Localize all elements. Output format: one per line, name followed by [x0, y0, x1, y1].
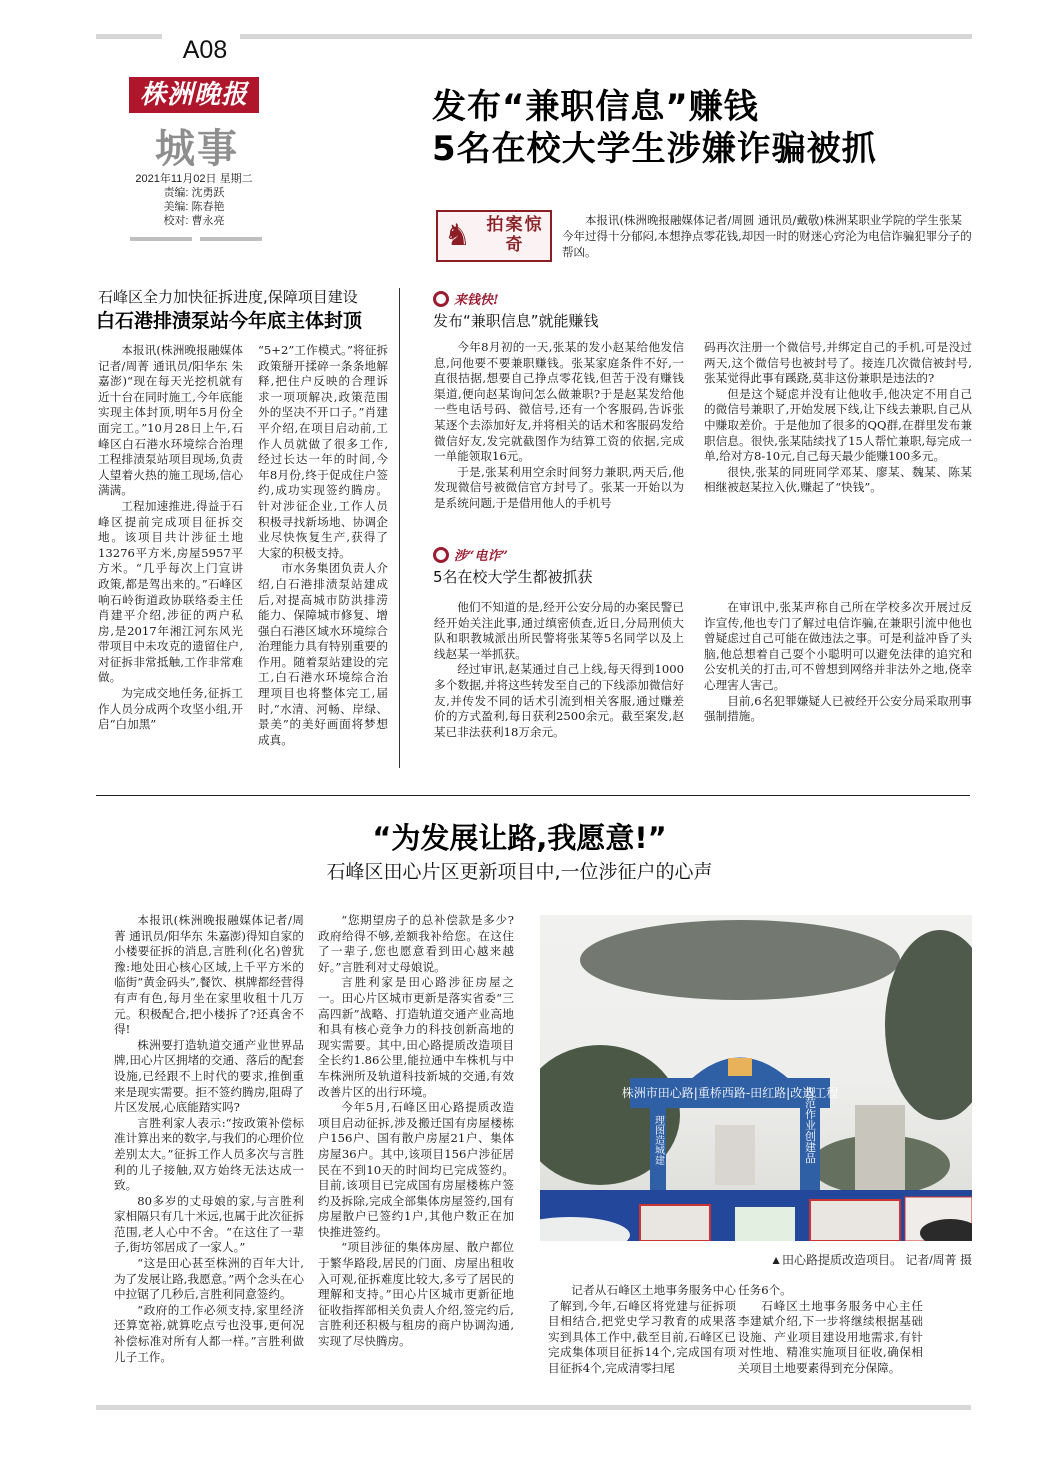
- column-stamp-logo: [436, 210, 552, 262]
- paragraph: 本报讯(株洲晚报融媒体记者/周菁 通讯员/阳华东 朱嘉澎)得知自家的小楼要征拆的消息,言胜利(化名)曾犹豫:地处田心核心区域,上千平方米的临街“黄金码头”,餐饮、棋牌都经营得有声有色,每月坐在家里收租十几万元。积极配合,把小楼拆了?还真舍不得!: [114, 913, 304, 1037]
- fraud-subhead-2: [433, 544, 593, 587]
- paragraph: 为完成交地任务,征拆工作人员分成两个攻坚小组,开启“白加黑”: [98, 686, 243, 732]
- fraud-section2-column-2: [704, 600, 972, 725]
- paragraph: 于是,张某利用空余时间努力兼职,两天后,他发现微信号被微信官方封号了。张某一开始以为是系统问题,于是借用他人的手机号: [434, 464, 684, 510]
- fraud-subhead-1: [433, 288, 599, 331]
- photo-caption: ▲田心路提质改造项目。 记者/周菁 摄: [770, 1253, 972, 1267]
- paragraph: 言胜利家是田心路涉征房屋之一。田心片区城市更新是落实省委“三高四新”战略、打造轨道交通产业高地和具有核心竞争力的科技创新高地的现实需要。其中,田心路提质改造项目全长约1.86公里,能拉通中车株机与中车株洲所及轨道科技新城的交通,有效改善片区的出行环境。: [318, 975, 514, 1099]
- paragraph: 码再次注册一个微信号,并绑定自己的手机,可是没过两天,这个微信号也被封号了。接连几次微信被封号,张某觉得此事有蹊跷,莫非这份兼职是违法的?: [704, 340, 972, 386]
- subhead-text: 发布“兼职信息”就能赚钱: [433, 312, 599, 330]
- subhead-tag: 来钱快!: [454, 293, 499, 308]
- paragraph: 今年8月初的一天,张某的发小赵某给他发信息,问他要不要兼职赚钱。张某家庭条件不好,一直很拮据,想要自己挣点零花钱,但苦于没有赚钱渠道,便向赵某询问怎么做兼职?于是赵某发给他一些电话号码、微信号,还有一个客服码,告诉张某逐个去添加好友,并将相关的话术和客服码发给微信好友,发完就截图作为结算工资的依据,完成一单能领取16元。: [434, 340, 684, 464]
- paragraph: 80多岁的丈母娘的家,与言胜利家相隔只有几十米远,也属于此次征拆范围,老人心中不舍。“在这住了一辈子,街坊邻居成了一家人。”: [114, 1193, 304, 1255]
- paragraph: 在审讯中,张某声称自己所在学校多次开展过反诈宣传,他也专门了解过电信诈骗,在兼职引流中他也曾疑虑过自己可能在做违法之事。可是利益冲昏了头脑,他总想着自己耍个小聪明可以避免法律的追究和公安机关的打击,可不曾想到网络并非法外之地,侥幸心理害人害己。: [704, 600, 972, 692]
- masthead-rule-right: [200, 237, 262, 241]
- paragraph: 他们不知道的是,经开公安分局的办案民警已经开始关注此事,通过缜密侦查,近日,分局刑侦大队和职教城派出所民警将张某等5名同学以及上线赵某一举抓获。: [434, 600, 684, 661]
- fraud-section1-column-2: [704, 340, 972, 496]
- paragraph: 市水务集团负责人介绍,白石港排渍泵站建成后,对提高城市防洪排涝能力、保障城市修复、增强白石港区域水环境综合治理能力具有特别重要的作用。随着泵站建设的完工,白石港水环境综合治理项目也将整体完工,届时,“水清、河畅、岸绿、景美”的美好画面将梦想成真。: [258, 561, 388, 747]
- paragraph: 经过审讯,赵某通过自己上线,每天得到1000多个数据,并将这些转发至自己的下线添加微信好友,并传发不同的话术引流到相关客服,通过赚差价的方式盈利,每日获利2500余元。截至案发,赵某已非法获利18万余元。: [434, 662, 684, 739]
- page-meta: [124, 172, 264, 228]
- paragraph: 很快,张某的同班同学邓某、廖某、魏某、陈某相继被赵某拉入伙,赚起了“快钱”。: [704, 464, 972, 495]
- fraud-section1-column-1: [434, 340, 684, 512]
- masthead-rule-left: [130, 237, 192, 241]
- road-story-subtitle: 石峰区田心片区更新项目中,一位涉征户的心声: [326, 861, 713, 883]
- paragraph: 但是这个疑虑并没有让他收手,他决定不用自己的微信号兼职了,开始发展下线,让下线去兼职,自己从中赚取差价。于是他加了很多的QQ群,在群里发布兼职信息。很快,张某陆续找了15人帮忙兼职,每完成一单,给对方8-10元,自己每天最少能赚100多元。: [704, 386, 972, 464]
- paragraph: 石峰区土地事务服务中心主任李建斌介绍,下一步将继续根据基础设施、产业项目建设用地需求,有针对性地、精准实施项目征收,确保相关项目土地要素得到充分保障。: [738, 1298, 923, 1375]
- bullet-ring-icon: [433, 291, 449, 307]
- headline-line-2: 5名在校大学生涉嫌诈骗被抓: [432, 129, 877, 169]
- subhead-tag: 涉“电诈”: [454, 549, 508, 564]
- road-story-column-3: [548, 1283, 736, 1377]
- top-rule-right: [240, 34, 972, 39]
- paragraph: 记者从石峰区土地事务服务中心了解到,今年,石峰区将党建与征拆项目相结合,把党史学习教育的成果落实到具体工作中,截至目前,石峰区已完成集体项目征拆14个,完成国有项目征拆4个,完成清零扫尾: [548, 1283, 736, 1375]
- photo-illustration: [540, 915, 972, 1241]
- top-rule-left: [96, 34, 162, 39]
- paragraph: “5+2”工作模式。”将征拆政策掰开揉碎一条条地解释,把住户反映的合理诉求一项项解决,政策范围外的坚决不开口子。”肖建平介绍,在项目启动前,工作人员就做了很多工作,经过长达一年的时间,今年8月份,终于促成住户签约,成功实现签约腾房。针对涉征企业,工作人员积极寻找新场地、协调企业尽快恢复生产,获得了大家的积极支持。: [258, 343, 388, 560]
- stamp-label: 拍案惊奇: [486, 215, 544, 255]
- issue-date: 2021年11月02日 星期二: [135, 173, 253, 185]
- paragraph: 株洲要打造轨道交通产业世界品牌,田心片区拥堵的交通、落后的配套设施,已经跟不上时代的要求,推倒重来是现实需要。拒不签约腾房,阻碍了片区发展,心底能踏实吗?: [114, 1037, 304, 1115]
- arch-sign-text: 株洲市田心路|重桥西路-田红路|改造工程: [621, 1086, 839, 1100]
- column-divider: [399, 288, 400, 768]
- paragraph: 任务6个。: [738, 1283, 792, 1297]
- fraud-story-headline: [432, 86, 982, 170]
- section-divider: [96, 795, 970, 796]
- bullet-ring-icon: [433, 547, 449, 563]
- paragraph: 工程加速推进,得益于石峰区提前完成项目征拆交地。该项目共计涉征土地13276平方米,房屋5957平方米。“几乎每次上门宣讲政策,都是驾出来的。”石峰区响石岭街道政协联络委主任肖建平介绍,涉征的两户私房,是2017年湘江河东风光带项目中未攻克的遗留住户,对征拆非常抵触,工作非常难做。: [98, 498, 243, 685]
- pump-story-column-1: [98, 343, 243, 733]
- headline-line-1: 发布“兼职信息”赚钱: [432, 87, 759, 127]
- pump-story-headline: 白石港排渍泵站今年底主体封顶: [96, 310, 363, 332]
- pillar-left-text: 理图造城建: [652, 1115, 664, 1165]
- bottom-rule: [96, 1405, 971, 1410]
- subhead-text: 5名在校大学生都被抓获: [433, 568, 593, 586]
- fraud-story-lead: 本报讯(株洲晚报融媒体记者/周圆 通讯员/戴敬)株洲某职业学院的学生张某今年过得十分郁闷,本想挣点零花钱,却因一时的财迷心窍沦为电信诈骗犯罪分子的帮凶。: [562, 213, 972, 259]
- paragraph: 本报讯(株洲晚报融媒体记者/周菁 通讯员/阳华东 朱嘉澎)“现在每天光挖机就有近十台在同时施工,今年底能实现主体封顶,明年5月份全面完工。”10月28日上午,石峰区白石港水环境综合治理工程排渍泵站项目现场,负责人望着火热的施工现场,信心满满。: [98, 343, 243, 498]
- pump-story-subtitle: 石峰区全力加快征拆进度,保障项目建设: [98, 288, 358, 306]
- paragraph: 言胜利家人表示:“按政策补偿标准计算出来的数字,与我们的心理价位差别太大。”征拆工作人员多次与言胜利的儿子接触,双方始终无法达成一致。: [114, 1115, 304, 1193]
- fraud-section2-column-1: [434, 600, 684, 740]
- paragraph: 目前,6名犯罪嫌疑人已被经开公安分局采取刑事强制措施。: [704, 693, 972, 724]
- section-title: 城事: [155, 125, 239, 172]
- page-number: A08: [182, 36, 228, 64]
- paragraph: “这是田心甚至株洲的百年大计,为了发展让路,我愿意。”两个念头在心中拉锯了几秒后,言胜利同意签约。: [114, 1256, 304, 1302]
- paragraph: “政府的工作必须支持,家里经济还算宽裕,就算吃点亏也没事,更何况补偿标准对所有人都一样。”言胜利做儿子工作。: [114, 1302, 304, 1364]
- news-photo-tianxin-road: [540, 915, 972, 1241]
- galloping-horse-icon: ♞: [444, 218, 471, 253]
- road-story-headline: “为发展让路,我愿意!”: [372, 821, 667, 855]
- editor-credit: 责编: 沈勇跃: [163, 187, 225, 199]
- road-story-column-1: [114, 913, 304, 1365]
- newspaper-masthead-logo: 株洲晚报: [129, 77, 259, 113]
- proofreader-credit: 校对: 曹永亮: [163, 215, 225, 227]
- paragraph: “项目涉征的集体房屋、散户都位于繁华路段,居民的门面、房屋出租收入可观,征拆难度比较大,多亏了居民的理解和支持。”田心片区城市更新征地征收指挥部相关负责人介绍,签完约后,言胜利还积极与租房的商户协调沟通,实现了尽快腾房。: [318, 1240, 514, 1349]
- pillar-right-text: 规范作业创建品: [803, 1086, 817, 1164]
- pump-story-column-2: [258, 343, 388, 748]
- paragraph: 今年5月,石峰区田心路提质改造项目启动征拆,涉及搬迁国有房屋楼栋户156户、国有散户房屋21户、集体房屋36户。其中,该项目156户涉征居民在不到10天的时间均已完成签约。目前,该项目已完成国有房屋楼栋户签约及拆除,完成全部集体房屋签约,国有房屋散户已签约1户,其他户数正在加快推进签约。: [318, 1100, 514, 1239]
- road-story-column-4: [738, 1283, 923, 1377]
- art-editor-credit: 美编: 陈春艳: [163, 201, 225, 213]
- road-story-column-2: [318, 913, 514, 1350]
- paragraph: “您期望房子的总补偿款是多少?政府给得不够,差额我补给您。在这住了一辈子,您也愿意看到田心越来越好。”言胜利对丈母娘说。: [318, 913, 514, 974]
